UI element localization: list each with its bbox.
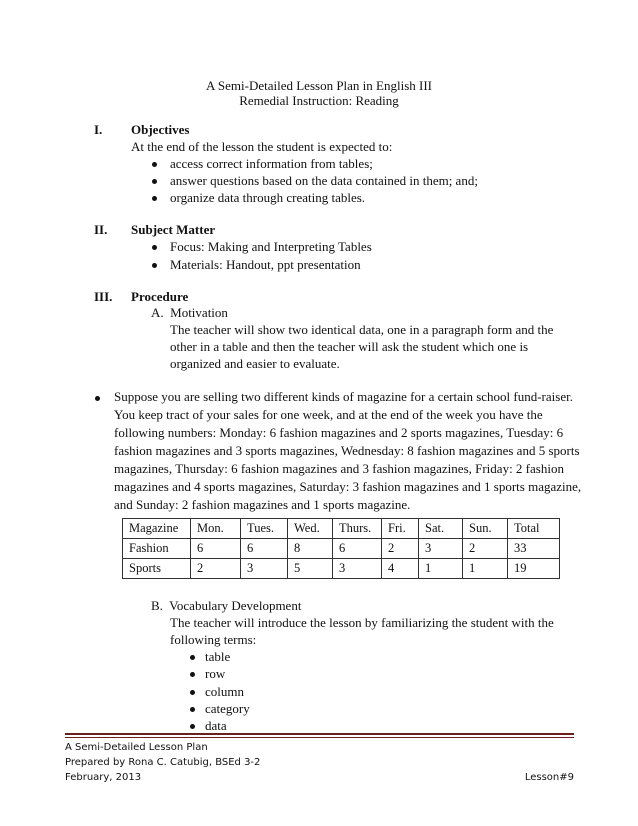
table-header-cell: Mon. (191, 519, 241, 539)
footer-line: A Semi-Detailed Lesson Plan (65, 742, 208, 753)
bullet-icon (190, 655, 195, 660)
table-cell: Fashion (123, 539, 191, 559)
bullet-icon (152, 245, 157, 250)
section-heading-procedure: Procedure (131, 289, 189, 304)
problem-text-line: Suppose you are selling two different kinds of magazine for a certain school fund-raiser. (114, 389, 573, 404)
table-cell: 2 (382, 539, 419, 559)
vocabulary-term: table (205, 649, 231, 664)
motivation-label: A. Motivation (151, 305, 228, 320)
objectives-intro: At the end of the lesson the student is expected to: (131, 139, 393, 154)
section-heading-objectives: Objectives (131, 122, 190, 137)
table-cell: Sports (123, 559, 191, 579)
table-cell: 4 (382, 559, 419, 579)
table-cell: 6 (191, 539, 241, 559)
section-numeral-subject-matter: II. (94, 222, 108, 237)
subject-matter-item: Focus: Making and Interpreting Tables (170, 239, 372, 254)
table-cell: 33 (508, 539, 560, 559)
problem-text-line: magazines, Thursday: 6 fashion magazines and 3 fashion magazines, Friday: 2 fashion (114, 461, 564, 476)
table-header-cell: Wed. (288, 519, 333, 539)
subject-matter-item: Materials: Handout, ppt presentation (170, 257, 361, 272)
section-numeral-procedure: III. (94, 289, 113, 304)
vocabulary-term: data (205, 718, 227, 733)
objective-item: access correct information from tables; (170, 156, 373, 171)
bullet-icon (152, 196, 157, 201)
bullet-icon (152, 263, 157, 268)
bullet-icon (190, 707, 195, 712)
table-cell: 3 (419, 539, 463, 559)
table-cell: 8 (288, 539, 333, 559)
bullet-icon (190, 690, 195, 695)
section-heading-subject-matter: Subject Matter (131, 222, 216, 237)
motivation-text-line: organized and easier to evaluate. (170, 356, 340, 371)
vocabulary-text-line: following terms: (170, 632, 257, 647)
table-cell: 5 (288, 559, 333, 579)
footer-line: Prepared by Rona C. Catubig, BSEd 3-2 (65, 757, 261, 768)
table-header-cell: Thurs. (333, 519, 382, 539)
table-cell: 2 (463, 539, 508, 559)
footer-rule-thick (65, 733, 574, 735)
bullet-icon (152, 162, 157, 167)
section-numeral-objectives: I. (94, 122, 103, 137)
table-row (123, 559, 560, 579)
table-cell: 19 (508, 559, 560, 579)
vocabulary-term: category (205, 701, 250, 716)
document-subtitle: Remedial Instruction: Reading (239, 93, 399, 108)
footer-date: February, 2013 (65, 772, 142, 783)
table-cell: 3 (333, 559, 382, 579)
table-cell: 6 (241, 539, 288, 559)
vocabulary-text-line: The teacher will introduce the lesson by familiarizing the student with the (170, 615, 554, 630)
problem-text-line: following numbers: Monday: 6 fashion magazines and 2 sports magazines, Tuesday: 6 (114, 425, 564, 440)
bullet-icon (95, 396, 100, 401)
table-header-row (123, 519, 560, 539)
document-title: A Semi-Detailed Lesson Plan in English III (205, 78, 433, 93)
table-header-cell: Sat. (419, 519, 463, 539)
problem-text-line: You keep tract of your sales for one week, and at the end of the week you have the (114, 407, 543, 422)
table-header-cell: Magazine (123, 519, 191, 539)
motivation-text-line: The teacher will show two identical data, one in a paragraph form and the (170, 322, 554, 337)
table-header-cell: Tues. (241, 519, 288, 539)
table-row (123, 539, 560, 559)
motivation-text-line: other in a table and then the teacher will ask the student which one is (170, 339, 529, 354)
vocabulary-term: row (205, 666, 226, 681)
vocabulary-term: column (205, 684, 244, 699)
vocabulary-label: B. Vocabulary Development (151, 598, 302, 613)
footer-line (65, 771, 574, 784)
magazine-sales-table (122, 518, 560, 579)
objective-item: organize data through creating tables. (170, 190, 366, 205)
table-header-cell: Fri. (382, 519, 419, 539)
problem-text-line: fashion magazines and 3 sports magazines, Wednesday: 8 fashion magazines and 5 sports (114, 443, 580, 458)
table-cell: 1 (463, 559, 508, 579)
bullet-icon (152, 179, 157, 184)
problem-text-line: and Sunday: 2 fashion magazines and 1 sports magazine. (114, 497, 411, 512)
table-header-cell: Sun. (463, 519, 508, 539)
problem-text-line: magazines and 4 sports magazines, Saturday: 3 fashion magazines and 1 sports magazine, (114, 479, 582, 494)
table-cell: 1 (419, 559, 463, 579)
table-header-cell: Total (508, 519, 560, 539)
table-cell: 2 (191, 559, 241, 579)
table-cell: 3 (241, 559, 288, 579)
table-cell: 6 (333, 539, 382, 559)
objective-item: answer questions based on the data contained in them; and; (170, 173, 478, 188)
bullet-icon (190, 672, 195, 677)
footer-page-label: Lesson#9 (524, 772, 574, 783)
bullet-icon (190, 724, 195, 729)
footer-rule-thin (65, 737, 574, 738)
